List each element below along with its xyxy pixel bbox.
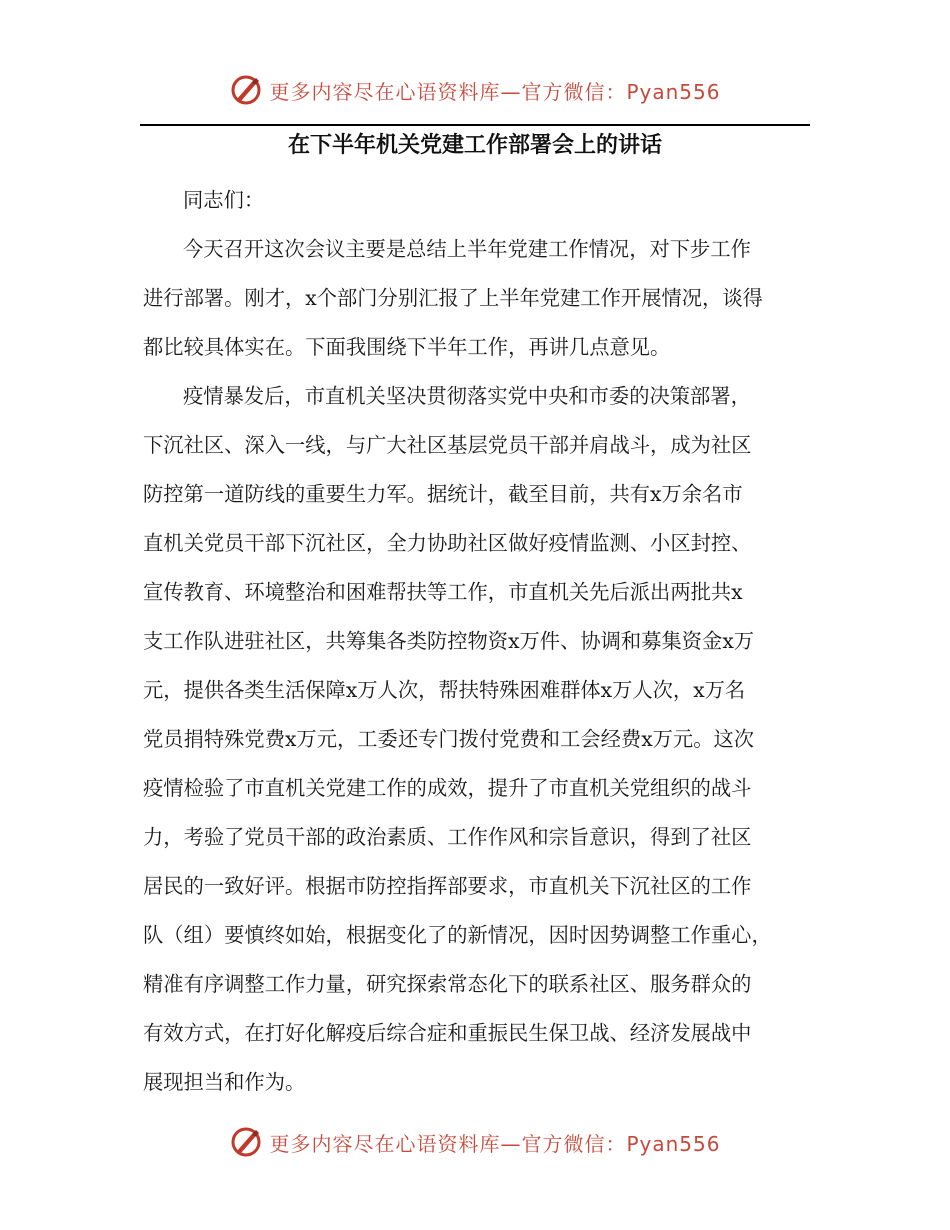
body-line: 下沉社区、深入一线，与广大社区基层党员干部并肩战斗，成为社区 <box>143 433 752 457</box>
body-line: 疫情检验了市直机关党建工作的成效，提升了市直机关党组织的战斗 <box>143 776 752 800</box>
body-line: 党员捐特殊党费x万元，工委还专门拨付党费和工会经费x万元。这次 <box>143 727 755 751</box>
body-line: 队（组）要慎终如始，根据变化了的新情况，因时因势调整工作重心， <box>143 923 772 947</box>
pen-logo-icon <box>229 1125 263 1159</box>
document-body <box>143 176 810 1107</box>
body-line: 都比较具体实在。下面我围绕下半年工作，再讲几点意见。 <box>143 335 671 359</box>
body-line: 宣传教育、环境整治和困难帮扶等工作，市直机关先后派出两批共x <box>143 580 743 604</box>
body-line: 疫情暴发后，市直机关坚决贯彻落实党中央和市委的决策部署， <box>183 384 751 408</box>
document-title: 在下半年机关党建工作部署会上的讲话 <box>287 132 662 158</box>
body-line: 有效方式，在打好化解疫后综合症和重振民生保卫战、经济发展战中 <box>143 1021 752 1045</box>
footer-banner-text: 更多内容尽在心语资料库—官方微信：Pyan556 <box>269 1131 721 1156</box>
body-line: 防控第一道防线的重要生力军。据统计，截至目前，共有x万余名市 <box>143 482 743 506</box>
body-line: 进行部署。刚才，x个部门分别汇报了上半年党建工作开展情况，谈得 <box>143 286 763 310</box>
body-line: 精准有序调整工作力量，研究探索常态化下的联系社区、服务群众的 <box>143 972 752 996</box>
header-divider <box>140 124 810 126</box>
footer-banner <box>0 1122 950 1162</box>
header-banner <box>0 70 950 110</box>
body-line: 直机关党员干部下沉社区，全力协助社区做好疫情监测、小区封控、 <box>143 531 752 555</box>
body-line: 力，考验了党员干部的政治素质、工作作风和宗旨意识，得到了社区 <box>143 825 752 849</box>
salutation: 同志们： <box>183 188 265 212</box>
pen-logo-icon <box>229 73 263 107</box>
header-banner-text: 更多内容尽在心语资料库—官方微信：Pyan556 <box>269 79 721 104</box>
body-line: 展现担当和作为。 <box>143 1070 306 1094</box>
body-line: 元，提供各类生活保障x万人次，帮扶特殊困难群体x万人次，x万名 <box>143 678 746 702</box>
body-line: 支工作队进驻社区，共筹集各类防控物资x万件、协调和募集资金x万 <box>143 629 755 653</box>
body-line: 今天召开这次会议主要是总结上半年党建工作情况，对下步工作 <box>183 237 751 261</box>
body-line: 居民的一致好评。根据市防控指挥部要求，市直机关下沉社区的工作 <box>143 874 752 898</box>
